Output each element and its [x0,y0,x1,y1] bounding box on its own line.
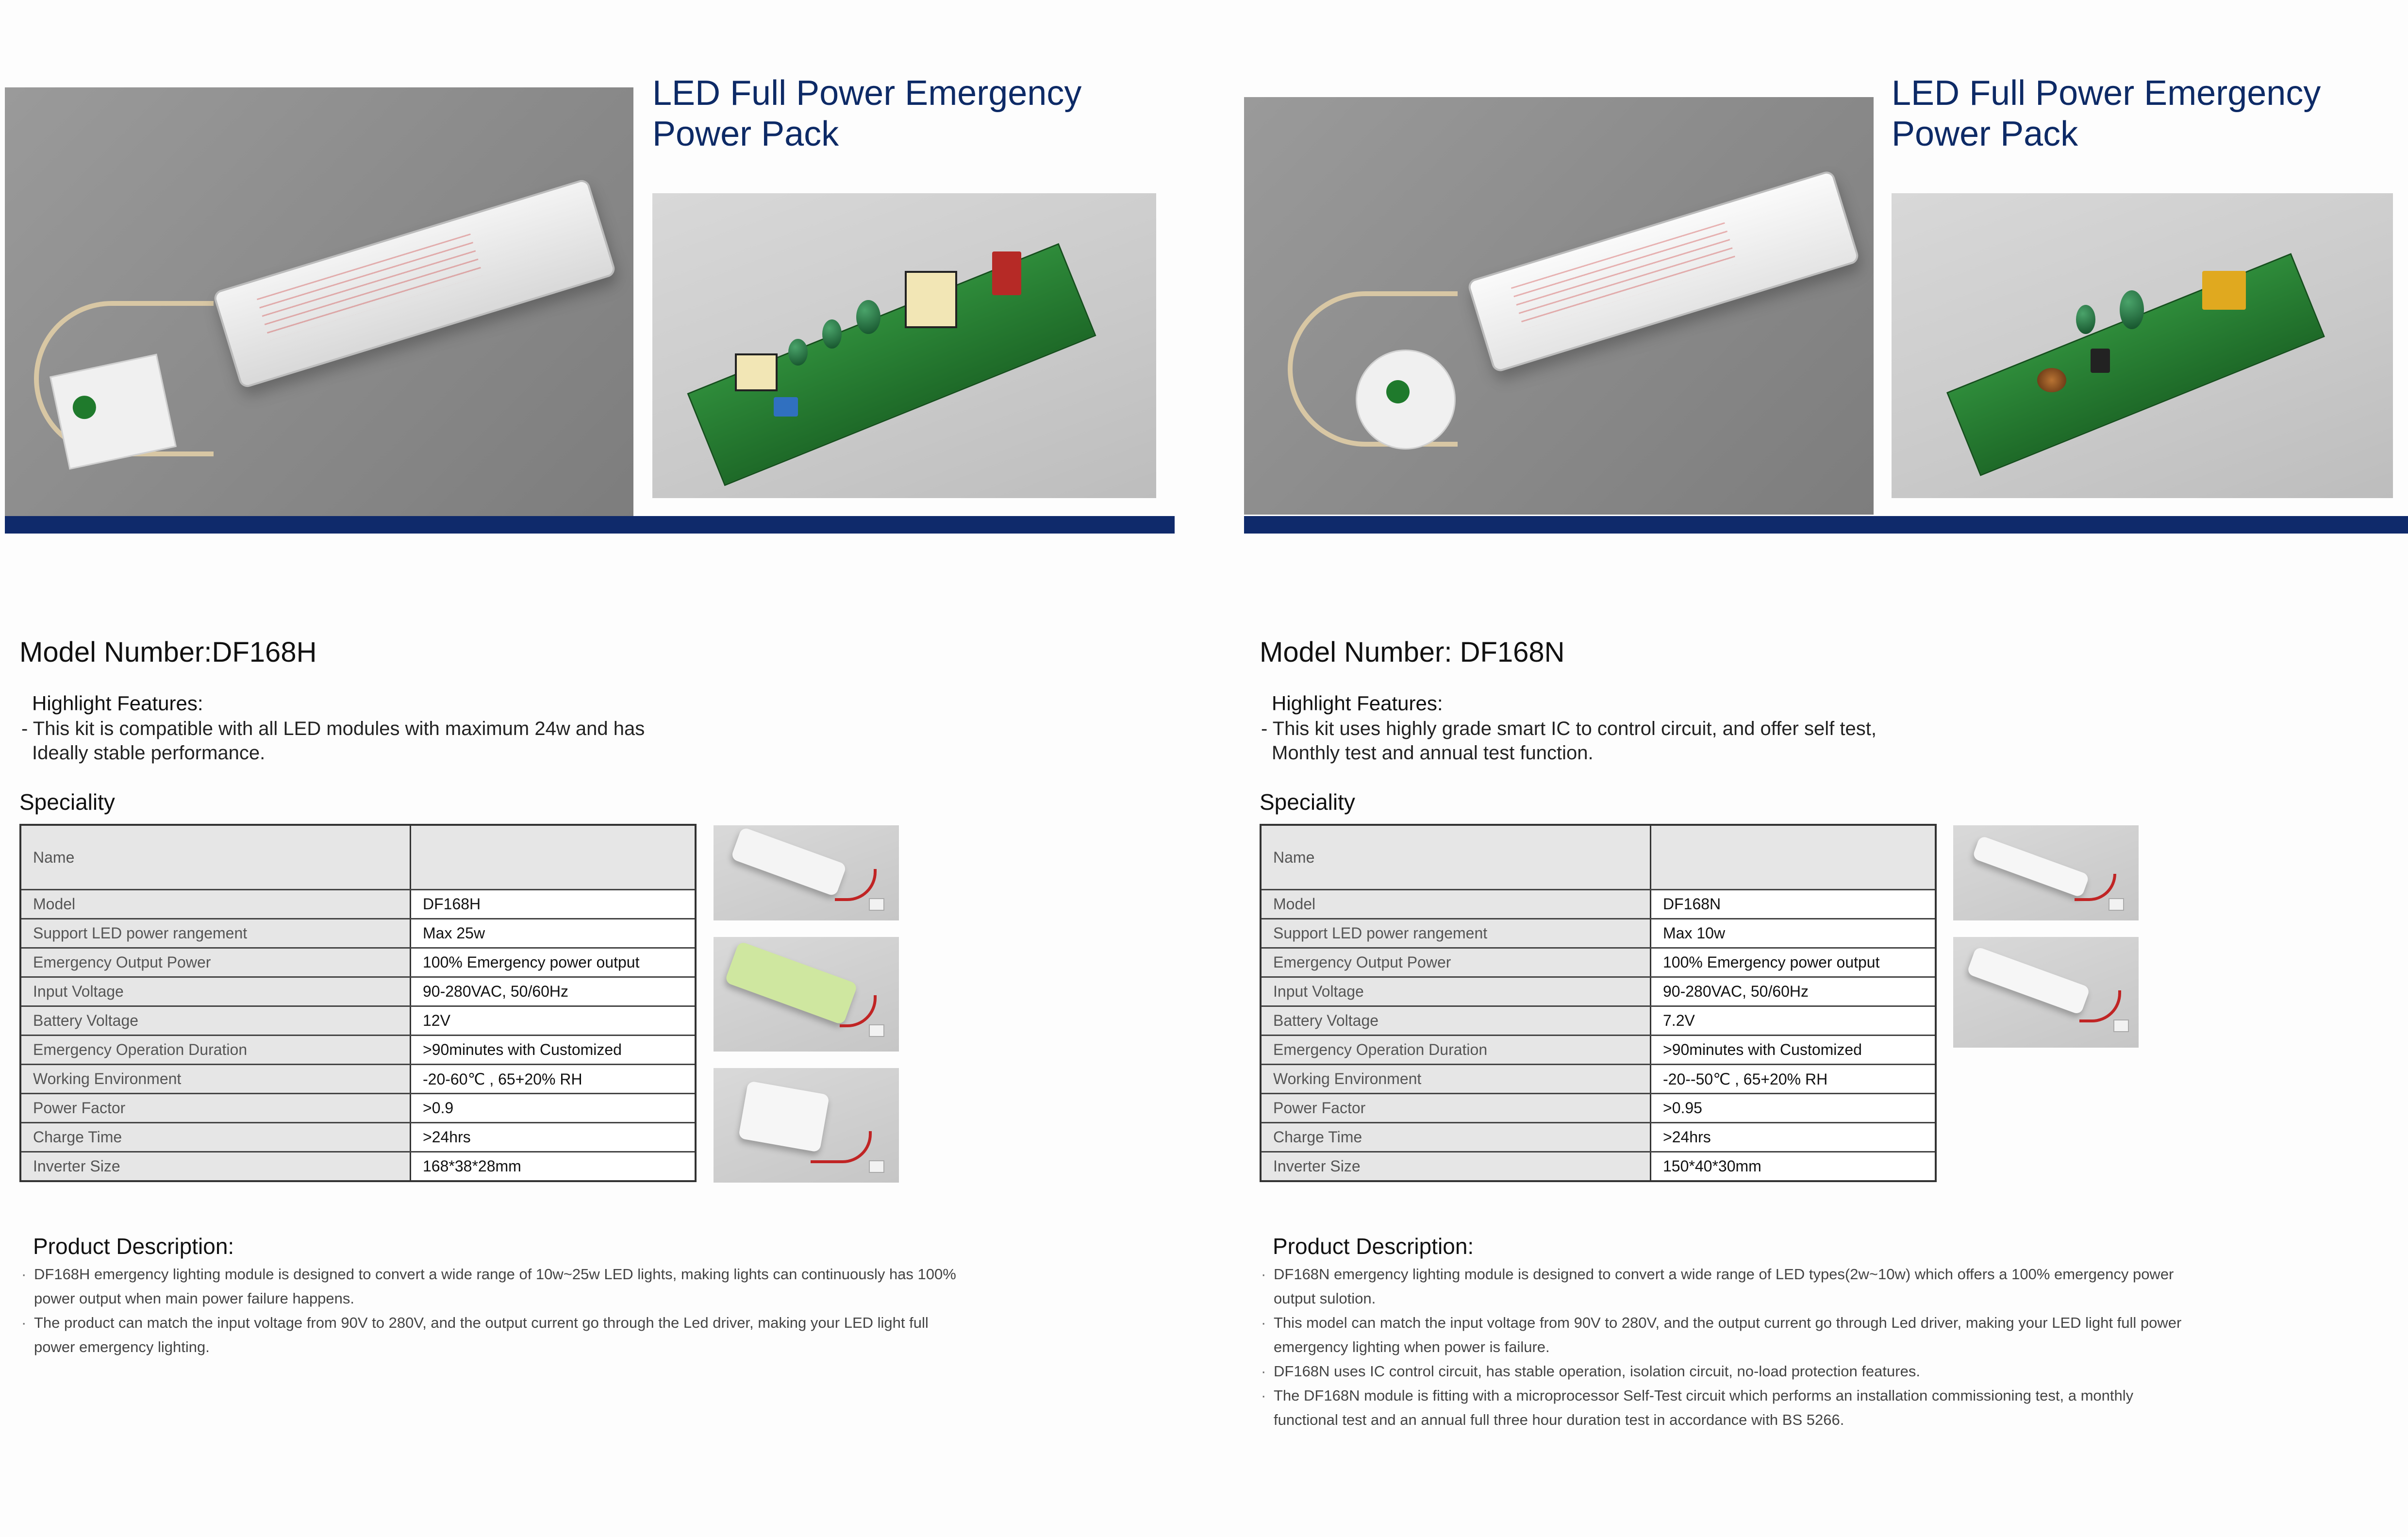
test-button-round [1356,350,1456,450]
hero-title [1892,73,2401,154]
capacitor [856,300,880,334]
capacitor [822,319,842,349]
table-row: Emergency Output Power 100% Emergency power output [20,948,696,977]
pcb-photo [1892,193,2393,498]
list-item: · DF168N emergency lighting module is designed to convert a wide range of LED types(2w~10w) which offers a 100% emergency power output sulotion. [1261,1266,2174,1307]
table-row: Charge Time >24hrs [1261,1123,1936,1152]
hero-title-line2: Power Pack [652,115,839,153]
product-description-title: Product Description: [33,1234,234,1259]
list-item: · DF168H emergency lighting module is designed to convert a wide range of 10w~25w LED lights, making lights can continuously has 100% power output when main power failure happens. [21,1266,956,1307]
hero-title-line1: LED Full Power Emergency [652,74,1082,113]
ballast-product-photo [5,87,633,524]
table-row: Input Voltage 90-280VAC, 50/60Hz [1261,977,1936,1006]
table-row: Working Environment -20-60℃ , 65+20% RH [20,1065,696,1094]
ballast-unit [212,178,617,389]
pcb-photo [652,193,1156,498]
table-row: Power Factor >0.9 [20,1094,696,1123]
product-description-list [1261,1262,2377,1432]
speciality-heading: Speciality [19,789,115,815]
list-item: · DF168N uses IC control circuit, has stable operation, isolation circuit, no-load protection features. [1261,1363,1920,1380]
speciality-heading: Speciality [1260,789,1355,815]
battery-photo-white [714,825,899,920]
hero-title-line2: Power Pack [1892,115,2078,153]
table-row: Support LED power rangement Max 25w [20,919,696,948]
chip [2091,349,2110,373]
table-row: Inverter Size 168*38*28mm [20,1152,696,1182]
inductor [2037,368,2066,392]
highlight-body: - This kit uses highly grade smart IC to control circuit, and offer self test, Monthly test and annual test function. [1261,718,1877,764]
table-row: Model DF168H [20,890,696,919]
capacitor [2076,305,2095,334]
highlight-title: Highlight Features: [32,692,203,715]
hero-title [652,73,1162,154]
capacitor [2120,290,2144,329]
table-row: Inverter Size 150*40*30mm [1261,1152,1936,1182]
table-row: Name [1261,825,1936,890]
battery-photo-green [714,937,899,1052]
header-divider-bar [5,516,1175,534]
table-row: Battery Voltage 12V [20,1006,696,1036]
model-title: Model Number: DF168N [1260,636,1565,668]
table-row: Emergency Output Power 100% Emergency power output [1261,948,1936,977]
battery-photo-stick [1953,825,2139,920]
spec-table [19,824,697,1182]
table-row: Input Voltage 90-280VAC, 50/60Hz [20,977,696,1006]
relay [992,251,1021,295]
model-title: Model Number:DF168H [19,636,317,668]
table-row: Support LED power rangement Max 10w [1261,919,1936,948]
table-row: Charge Time >24hrs [20,1123,696,1152]
list-item: · The DF168N module is fitting with a microprocessor Self-Test circuit which performs an installation commissioning test, a monthly functional test and an annual full three hour duration test in accordance with BS 5266. [1261,1387,2134,1428]
table-row: Power Factor >0.95 [1261,1094,1936,1123]
header-divider-bar [1244,516,2408,534]
highlight-title: Highlight Features: [1272,692,1443,715]
product-description-list [21,1262,1138,1359]
hero-title-line1: LED Full Power Emergency [1892,74,2321,113]
relay [2202,271,2246,310]
table-row: Emergency Operation Duration >90minutes with Customized [1261,1036,1936,1065]
table-row: Emergency Operation Duration >90minutes with Customized [20,1036,696,1065]
capacitor [788,339,808,366]
transformer [735,353,778,391]
list-item: · The product can match the input voltage from 90V to 280V, and the output current go through the Led driver, making your LED light full power emergency lighting. [21,1314,929,1355]
list-item: · This model can match the input voltage from 90V to 280V, and the output current go through Led driver, making your LED light full power emergency lighting when power is failure. [1261,1314,2182,1355]
chip [774,397,798,417]
ballast-unit [1466,169,1860,373]
table-row: Working Environment -20--50℃ , 65+20% RH [1261,1065,1936,1094]
product-description-title: Product Description: [1273,1234,1474,1259]
table-row: Model DF168N [1261,890,1936,919]
spec-table [1260,824,1937,1182]
pcb-board [1946,253,2325,476]
battery-photo-stick-2 [1953,937,2139,1048]
highlight-body: - This kit is compatible with all LED modules with maximum 24w and has Ideally stable performance. [21,718,645,764]
table-row: Name [20,825,696,890]
battery-photo-block [714,1068,899,1183]
transformer-large [905,271,957,328]
table-row: Battery Voltage 7.2V [1261,1006,1936,1036]
ballast-product-photo [1244,97,1874,515]
